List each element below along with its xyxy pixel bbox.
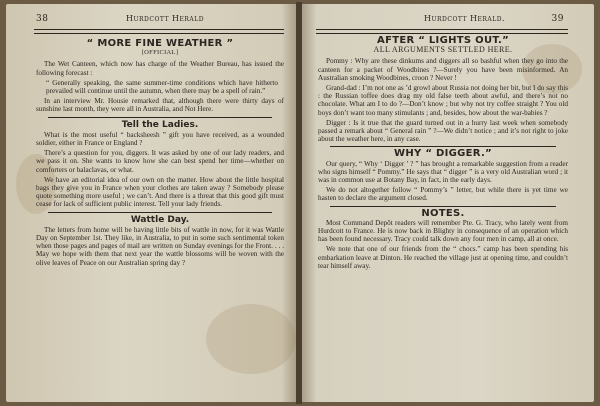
header-rule <box>34 29 284 34</box>
section-rule <box>48 212 272 213</box>
page-number: 39 <box>551 14 564 24</box>
header-rule <box>316 29 568 34</box>
running-head <box>36 14 282 24</box>
publication-title: Hurdcott Herald. <box>424 14 506 23</box>
article-byline: [OFFICIAL] <box>141 49 179 57</box>
article-title: AFTER “ LIGHTS OUT.” <box>377 35 509 46</box>
paragraph: We have an editorial idea of our own on the matter. How about the little hospital bags they give you in France when your clothes are taken away ? Somebody please quote something more useful ; we can’t. And there is a threat that this good gift must cease for lack of sufficient public interest. Tell your lady friends. <box>36 175 284 209</box>
publication-title: Hurdcott Herald <box>126 14 205 23</box>
paragraph: In an interview Mr. Housie remarked that, although there were thirty days of sunshine last month, they were all in Australia, and Not Here. <box>36 97 284 114</box>
article-title: NOTES. <box>421 207 465 219</box>
paper-stain <box>206 304 296 374</box>
article-title: “ MORE FINE WEATHER ” <box>86 38 234 49</box>
paragraph: There’s a question for you, diggers. It was asked by one of our lady readers, and we pass it on. She wants to know how she can best spend her time—whether on comforters or balaclavas, or what. <box>36 149 284 174</box>
paragraph: The letters from home will be having little bits of wattle in now, for it was Wattle Day on September 1st. They like, in Australia, to put in some such sentimental token when those pages and pages of mail are written on Sunday evenings for the Front. . . . May we hope with them that next year the wattle blossoms will be woven with the olive leaves of Peace on our Australian spring day ? <box>36 225 284 267</box>
paragraph: We note that one of our friends from the “ chocs.” camp has been spending his embarkation leave at Dinton. He reached the village just at opening time, and couldn’t tear himself away. <box>318 245 568 270</box>
paragraph: Our query, “ Why ‘ Digger ’ ? ” has brought a remarkable suggestion from a reader who signs himself “ Pommy.” He says that “ digger ” is a very old Australian word ; it was in common use at Botany Bay, in fact, in the early days. <box>318 159 568 185</box>
paragraph: What is the most useful “ backsheesh ” gift you have received, as a wounded soldier, either in France or England ? <box>36 130 284 148</box>
paragraph: The Wet Canteen, which now has charge of the Weather Bureau, has issued the following forecast : <box>36 60 284 77</box>
left-page <box>6 4 296 402</box>
left-column <box>36 38 284 269</box>
article-title: Wattle Day. <box>130 214 190 225</box>
paragraph: Digger : Is it true that the guard turned out in a hurry last week when somebody passed a remark about “ General rain ” ?—We didn’t notice ; and it’s not right to joke about the weather here, in any case. <box>318 118 568 144</box>
paragraph: Most Command Depôt readers will remember Pte. G. Tracy, who lately went from Hurdcott to France. He is now back in Blighty in consequence of an operation which has been found necessary. Tracy could talk down any four men in camp, all at once. <box>318 218 568 244</box>
article-title: Tell the Ladies. <box>121 119 199 130</box>
paragraph: Grand-dad : I’m not one as ’d growl about Russia not doing her bit, but I do say this : the Russian toffee does drag my old false teeth about awful, and there’s not no chocolate. What am I to do ?—Don’t know ; but why not try coffee straight ? You old boys don’t want too many stimulants ; and, besides, how about the war-babies ? <box>318 84 568 117</box>
section-rule <box>330 146 556 147</box>
article-title: WHY “ DIGGER.” <box>394 148 492 160</box>
section-rule <box>48 117 272 118</box>
paragraph: Pommy : Why are these dinkums and diggers all so bashful when they go into the canteen for a packet of Woodbines ?—Surely you have been misinformed. An Australian smoking Woodbines, croon ? Never ! <box>318 57 568 82</box>
paragraph: We do not altogether follow “ Pommy’s ” letter, but while there is yet time we hasten to declare the argument closed. <box>318 186 568 203</box>
section-rule <box>330 206 556 207</box>
right-page <box>302 4 594 402</box>
page-number: 38 <box>36 14 49 24</box>
article-subtitle: ALL ARGUMENTS SETTLED HERE. <box>373 45 513 55</box>
quote: “ Generally speaking, the same summer-time conditions which have hitherto prevailed will continue until the autumn, when there may be a spell of rain.” <box>46 78 278 96</box>
right-column <box>318 35 568 272</box>
